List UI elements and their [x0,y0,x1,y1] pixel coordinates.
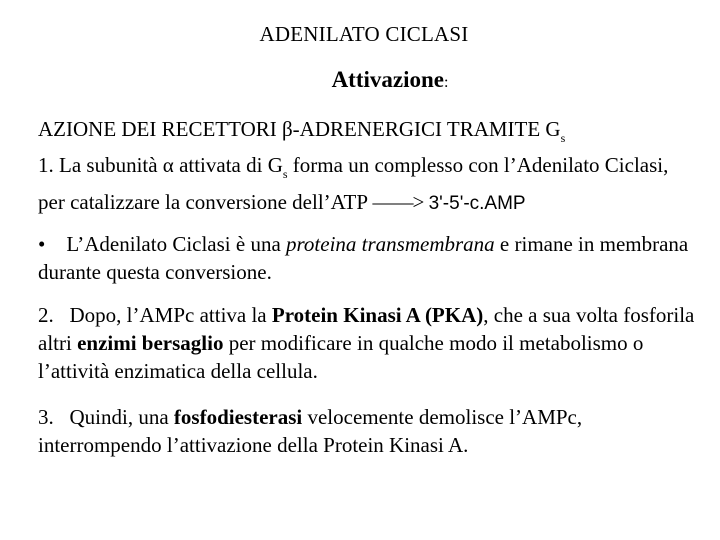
point-1-paragraph [38,151,698,218]
point-2-paragraph [38,301,698,385]
point-3-bold-pde: fosfodiesterasi [173,405,303,429]
bullet-marker: • [38,232,46,256]
point-1-text-b: forma un complesso con l’Adenilato Ciclasi, per catalizzare la conversione dell’ATP [38,153,669,214]
heading-subscript: s [560,131,566,145]
point-2-text-b: , che a sua volta fosforila altri [38,303,695,355]
point-3-number: 3. [38,405,54,429]
slide-subtitle [0,67,720,93]
point-1-product: 3'-5'-c.AMP [423,193,526,214]
point-2-text-c: per modificare in qualche modo il metabolismo o l’attività enzimatica della cellula. [38,331,644,383]
point-2-bold-pka: Protein Kinasi A (PKA) [271,303,484,327]
bullet-text-a: L’Adenilato Ciclasi è una [66,232,287,256]
point-2-bold-enzymes: enzimi bersaglio [77,331,224,355]
bullet-text-b: e rimane in membrana durante questa conversione. [38,232,689,284]
slide-title: ADENILATO CICLASI [259,22,469,46]
subtitle-text: Attivazione [331,67,444,92]
section-heading [38,115,698,152]
bullet-italic-text: proteina transmembrana [286,232,495,256]
point-2-text-a: Dopo, l’AMPc attiva la [69,303,272,327]
point-3-text-b: velocemente demolisce l’AMPc, interrompendo l’attivazione della Protein Kinasi A. [38,405,583,457]
point-3-text-a: Quindi, una [69,405,174,429]
point-1-text-a: 1. La subunità α attivata di G [38,153,283,177]
point-2-number: 2. [38,303,54,327]
point-1-arrow: ——> [372,190,424,214]
point-3-paragraph [38,403,698,459]
heading-text: AZIONE DEI RECETTORI β-ADRENERGICI TRAMITE G [38,117,561,141]
bullet-paragraph [38,230,698,286]
point-1-subscript: s [282,167,288,181]
subtitle-colon: : [443,74,449,91]
